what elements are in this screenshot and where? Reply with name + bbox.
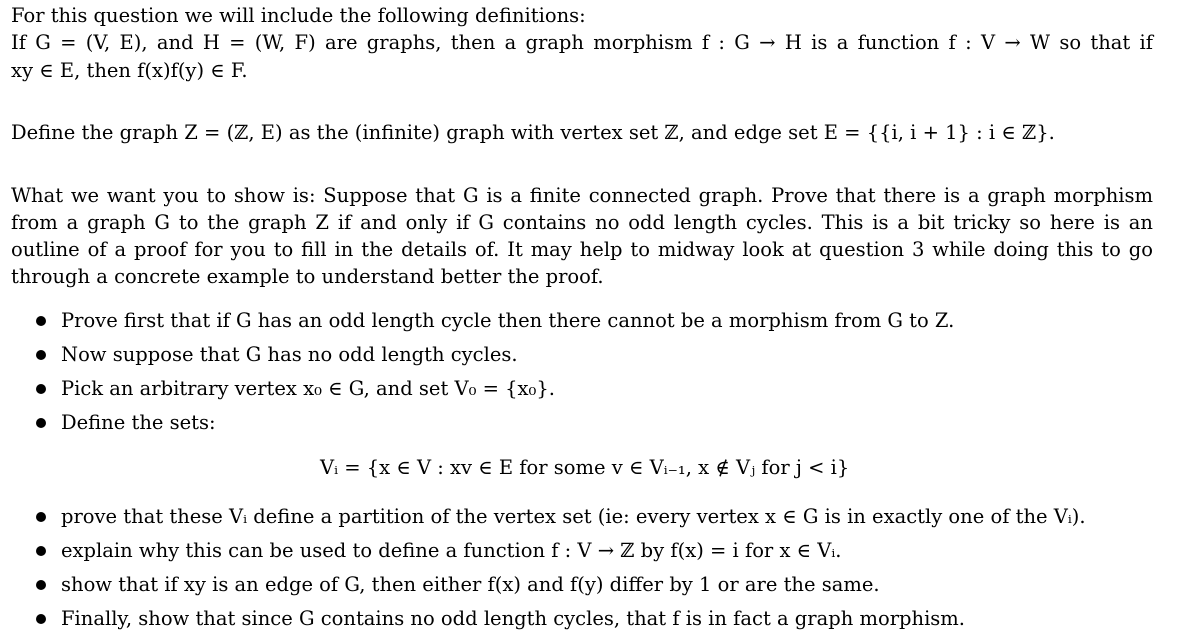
bullet-item: Prove first that if G has an odd length cycle then there cannot be a morphism from G to Z. — [61, 309, 955, 332]
bullet-item: show that if xy is an edge of G, then either f(x) and f(y) differ by 1 or are the same. — [61, 573, 880, 596]
bullet-dot — [36, 350, 46, 360]
bullet-dot — [36, 580, 46, 590]
bullet-dot — [36, 418, 46, 428]
bullet-item: Finally, show that since G contains no odd length cycles, that f is in fact a graph morphism. — [61, 607, 965, 630]
task-line-4: through a concrete example to understand better the proof. — [11, 265, 604, 288]
task-line-1: What we want you to show is: Suppose that G is a finite connected graph. Prove that there is a graph morphism — [11, 184, 1153, 207]
bullet-dot — [36, 384, 46, 394]
bullet-item: Define the sets: — [61, 411, 216, 434]
bullet-dot — [36, 614, 46, 624]
bullet-item: Pick an arbitrary vertex x₀ ∈ G, and set V₀ = {x₀}. — [61, 377, 555, 400]
definitions-line-2: xy ∈ E, then f(x)f(y) ∈ F. — [11, 59, 248, 82]
bullet-dot — [36, 316, 46, 326]
definitions-intro: For this question we will include the following definitions: — [11, 4, 586, 27]
bullet-item: prove that these Vᵢ define a partition of the vertex set (ie: every vertex x ∈ G is in exactly one of the Vᵢ). — [61, 505, 1086, 528]
bullet-dot — [36, 546, 46, 556]
display-equation: Vᵢ = {x ∈ V : xv ∈ E for some v ∈ Vᵢ₋₁, x ∉ Vⱼ for j < i} — [320, 456, 850, 479]
bullet-dot — [36, 512, 46, 522]
task-line-3: outline of a proof for you to fill in the details of. It may help to midway look at question 3 while doing this to go — [11, 238, 1153, 261]
bullet-item: explain why this can be used to define a function f : V → ℤ by f(x) = i for x ∈ Vᵢ. — [61, 539, 842, 562]
task-line-2: from a graph G to the graph Z if and only if G contains no odd length cycles. This is a bit tricky so here is an — [11, 211, 1153, 234]
graph-z-definition: Define the graph Z = (ℤ, E) as the (infinite) graph with vertex set ℤ, and edge set E = {{i, i + 1} : i ∈ ℤ}. — [11, 121, 1055, 144]
bullet-item: Now suppose that G has no odd length cycles. — [61, 343, 518, 366]
definitions-line-1: If G = (V, E), and H = (W, F) are graphs, then a graph morphism f : G → H is a function f : V → W so that if — [11, 31, 1153, 54]
